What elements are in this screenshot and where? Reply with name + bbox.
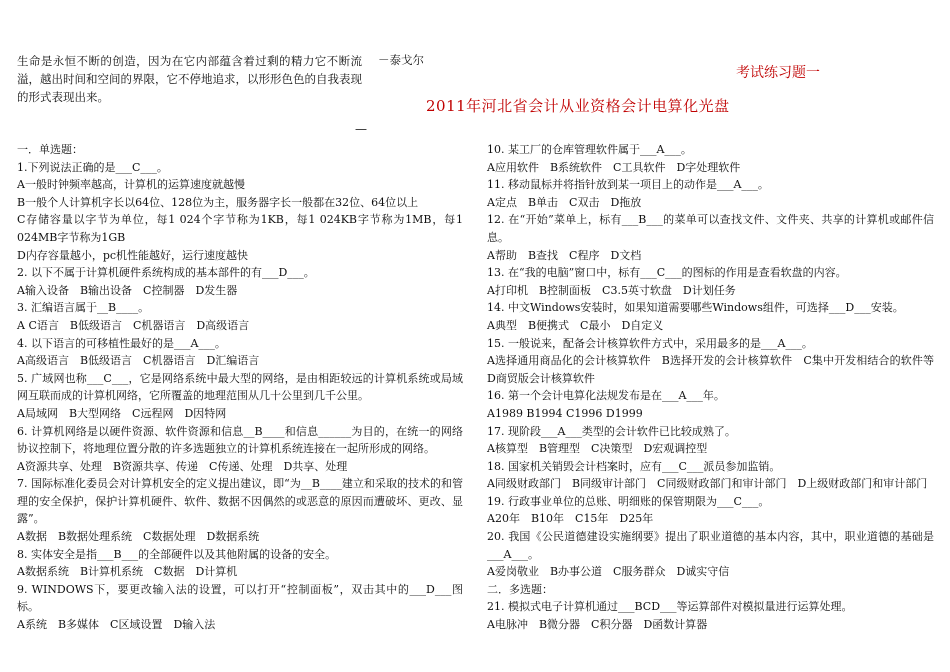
option-text: A数据系统 B计算机系统 C数据 D计算机 bbox=[17, 565, 238, 579]
question-text: 15. 一般说来，配备会计核算软件方式中，采用最多的是___A___。 bbox=[487, 336, 813, 350]
option-text: A输入设备 B输出设备 C控制器 D发生器 bbox=[17, 283, 238, 297]
question-text: 3. 汇编语言属于__B____。 bbox=[17, 301, 150, 315]
question-text: 9. WINDOWS下，要更改输入法的设置，可以打开“控制面板”，双击其中的___D___图标。 bbox=[17, 582, 463, 614]
question-text: 16. 第一个会计电算化法规发布是在___A___年。 bbox=[487, 389, 725, 403]
option-text: D内存容量越小，pc机性能越好，运行速度越快 bbox=[17, 248, 249, 262]
option-text: A C语言 B低级语言 C机器语言 D高级语言 bbox=[17, 318, 250, 332]
question-text: 17. 现阶段___A___类型的会计软件已比较成熟了。 bbox=[487, 424, 736, 438]
question-text: 8. 实体安全是指___B___的全部硬件以及其他附属的设备的安全。 bbox=[17, 547, 337, 561]
question-text: 11. 移动鼠标并将指针放到某一项目上的动作是___A___。 bbox=[487, 178, 769, 192]
option-text: A电脉冲 B微分器 C积分器 D函数计算器 bbox=[487, 618, 708, 632]
option-text: A选择通用商品化的会计核算软件 B选择开发的会计核算软件 C集中开发相结合的软件等 D商贸版会计核算软件 bbox=[487, 354, 945, 385]
section-heading: 一．单选题： bbox=[17, 143, 83, 156]
exercise-title: 考试练习题一 bbox=[736, 65, 820, 81]
right-column bbox=[487, 141, 945, 634]
question-text: 2. 以下不属于计算机硬件系统构成的基本部件的有___D___。 bbox=[17, 266, 315, 280]
option-text: A同级财政部门 B同级审计部门 C同级财政部门和审计部门 D上级财政部门和审计部门 bbox=[487, 477, 928, 491]
question-text: 10. 某工厂的仓库管理软件属于___A___。 bbox=[487, 143, 692, 156]
option-text: A系统 B多媒体 C区域设置 D输入法 bbox=[17, 618, 216, 632]
question-text: 6. 计算机网络是以硬件资源、软件资源和信息__B____和信息______为目的，在统一的网络协议控制下，将地理位置分散的许多选题独立的计算机系统连接在一起所形成的网络。 bbox=[17, 424, 463, 456]
tagore-quote: 生命是永恒不断的创造，因为在它内部蕴含着过剩的精力它不断流溢，越出时间和空间的界限，它不停地追求，以形形色色的自我表现的形式表现出来。 bbox=[17, 54, 362, 104]
option-text: B一般个人计算机字长以64位、128位为主，服务器字长一般都在32位、64位以上 bbox=[17, 195, 419, 209]
question-text: 19. 行政事业单位的总账、明细账的保管期限为___C___。 bbox=[487, 494, 770, 508]
option-text: A帮助 B查找 C程序 D文档 bbox=[487, 248, 642, 262]
quote-author: －泰戈尔 bbox=[378, 53, 424, 67]
option-text: A20年 B10年 C15年 D25年 bbox=[487, 512, 654, 526]
option-text: A核算型 B管理型 C决策型 D宏观调控型 bbox=[487, 442, 708, 456]
question-text: 21. 模拟式电子计算机通过___BCD___等运算部件对模拟量进行运算处理。 bbox=[487, 600, 853, 614]
question-text: 7. 国际标准化委员会对计算机安全的定义提出建议，即“为__B____建立和采取的技术的和管理的安全保护，保护计算机硬件、软件、数据不因偶然的或恶意的原因而遭破坏、更改、显露”。 bbox=[17, 477, 463, 526]
option-text: A数据 B数据处理系统 C数据处理 D数据系统 bbox=[17, 530, 260, 544]
left-column bbox=[17, 141, 463, 634]
option-text: A高级语言 B低级语言 C机器语言 D汇编语言 bbox=[17, 354, 260, 368]
dash-mark: — bbox=[355, 122, 367, 136]
option-text: A局域网 B大型网络 C远程网 D因特网 bbox=[17, 406, 227, 420]
option-text: A典型 B便携式 C最小 D自定义 bbox=[487, 318, 664, 332]
option-text: A打印机 B控制面板 C3.5英寸软盘 D计划任务 bbox=[487, 283, 736, 297]
question-text: 13. 在“我的电脑”窗口中，标有___C___的图标的作用是查看软盘的内容。 bbox=[487, 266, 847, 280]
question-text: 5. 广域网也称___C___，它是网络系统中最大型的网络，是由相距较远的计算机系统或局域网互联而成的计算机网络，它所覆盖的地理范围从几十公里到几千公里。 bbox=[17, 371, 463, 403]
option-text: A爱岗敬业 B办事公道 C服务群众 D诚实守信 bbox=[487, 565, 730, 579]
question-text: 14. 中文Windows安装时，如果知道需要哪些Windows组件，可选择___D___安装。 bbox=[487, 301, 904, 315]
main-title: 2011年河北省会计从业资格会计电算化光盘 bbox=[426, 97, 730, 115]
option-text: A定点 B单击 C双击 D拖放 bbox=[487, 195, 642, 209]
option-text: A1989 B1994 C1996 D1999 bbox=[487, 406, 643, 420]
option-text: A应用软件 B系统软件 C工具软件 D字处理软件 bbox=[487, 160, 741, 174]
option-text: C存储容量以字节为单位，每1 024个字节称为1KB，每1 024KB字节称为1MB，每1 024MB字节称为1GB bbox=[17, 213, 463, 244]
question-text: 1.下列说法正确的是___C___。 bbox=[17, 160, 168, 174]
question-text: 18. 国家机关销毁会计档案时，应有___C___派员参加监销。 bbox=[487, 459, 781, 473]
section-heading: 二．多选题： bbox=[487, 582, 553, 596]
question-text: 12. 在“开始”菜单上，标有___B___的菜单可以查找文件、文件夹、共享的计算机或邮件信息。 bbox=[487, 213, 934, 244]
question-text: 4. 以下语言的可移植性最好的是___A___。 bbox=[17, 336, 226, 350]
option-text: A资源共享、处理 B资源共享、传递 C传递、处理 D共享、处理 bbox=[17, 459, 348, 473]
option-text: A一般时钟频率越高，计算机的运算速度就越慢 bbox=[17, 178, 245, 192]
question-text: 20. 我国《公民道德建设实施纲要》提出了职业道德的基本内容，其中，职业道德的基础是___A___。 bbox=[487, 530, 934, 561]
